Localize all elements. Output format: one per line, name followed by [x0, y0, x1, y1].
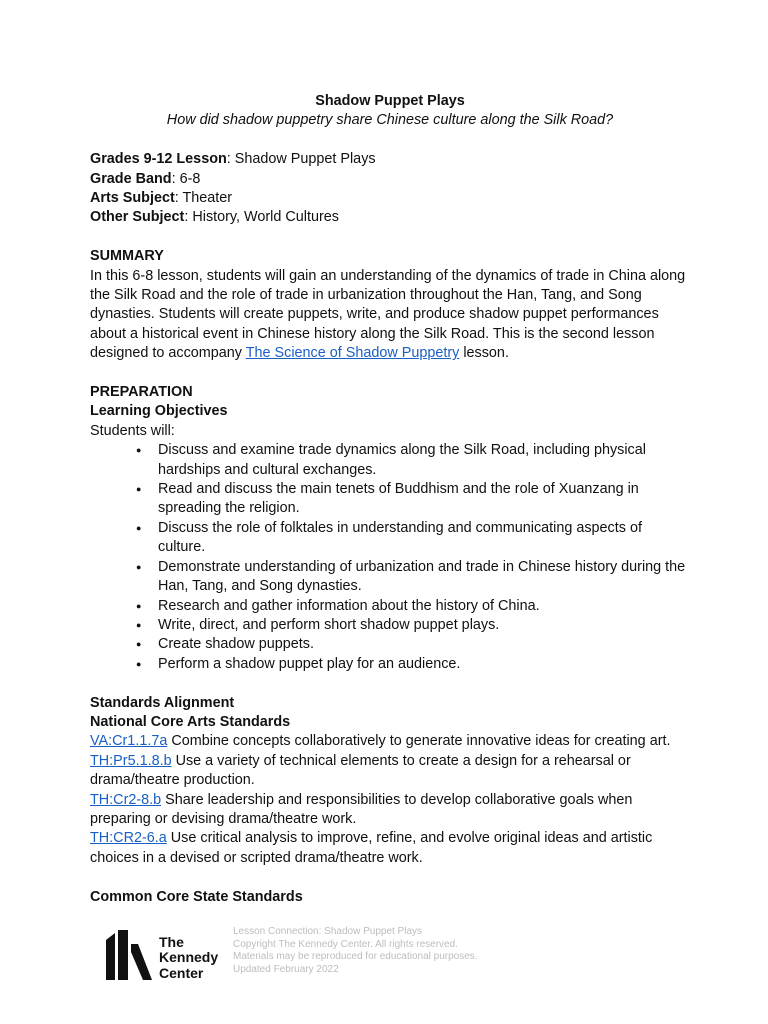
- standard-code-link[interactable]: VA:Cr1.1.7a: [90, 733, 168, 750]
- list-item: ● Research and gather information about the history of China.: [158, 597, 690, 616]
- footer-note: Copyright The Kennedy Center. All rights reserved.: [233, 938, 458, 950]
- common-core-heading: Common Core State Standards: [90, 888, 303, 905]
- standard-item: [90, 752, 690, 791]
- kennedy-center-logo-icon: [106, 930, 152, 980]
- standard-text: Use critical analysis to improve, refine, and evolve original ideas and artistic choices in a devised or scripted drama/theatre work.: [90, 830, 653, 866]
- meta-value: : Shadow Puppet Plays: [226, 151, 376, 168]
- page-title: Shadow Puppet Plays: [315, 93, 465, 109]
- meta-value: : Theater: [174, 190, 233, 207]
- meta-other-subject: [90, 208, 690, 227]
- standard-code-link[interactable]: TH:Pr5.1.8.b: [90, 752, 172, 769]
- meta-value: : History, World Cultures: [184, 209, 339, 226]
- standard-text: Combine concepts collaboratively to generate innovative ideas for creating art.: [167, 733, 671, 750]
- page-subtitle: How did shadow puppetry share Chinese culture along the Silk Road?: [166, 112, 614, 129]
- list-item: ● Discuss the role of folktales in understanding and communicating aspects of culture.: [158, 519, 690, 558]
- science-of-shadow-puppetry-link[interactable]: The Science of Shadow Puppetry: [245, 345, 460, 362]
- standard-text: Use a variety of technical elements to create a design for a rehearsal or drama/theatre production.: [90, 752, 631, 789]
- standard-code-link[interactable]: TH:Cr2-8.b: [90, 791, 162, 808]
- meta-value: : 6-8: [171, 170, 201, 187]
- logo-line: The: [159, 934, 184, 950]
- list-item: ● Create shadow puppets.: [158, 635, 690, 654]
- summary-text: In this 6-8 lesson, students will gain an understanding of the dynamics of trade in China along the Silk Road and the role of trade in urbanization throughout the Han, Tang, and Song dynasties. Students will create puppets, write, and produce shadow puppet performances about a historical event in Chinese history along the Silk Road. This is the second lesson designed to accompany: [90, 267, 686, 362]
- standard-code-link[interactable]: TH:CR2-6.a: [90, 830, 167, 847]
- page-footer: [106, 926, 586, 986]
- list-item: ● Demonstrate understanding of urbanization and trade in Chinese history during the Han, Tang, and Song dynasties.: [158, 558, 690, 597]
- footer-notes: [233, 926, 478, 976]
- standard-item: [90, 791, 690, 830]
- summary-heading: SUMMARY: [90, 248, 164, 265]
- meta-label: Arts Subject: [90, 190, 175, 207]
- logo-wordmark: [159, 935, 218, 981]
- standard-item: [90, 732, 690, 751]
- arts-standards-heading: National Core Arts Standards: [90, 713, 291, 730]
- summary-paragraph: [90, 267, 690, 364]
- meta-label: Grade Band: [90, 170, 172, 187]
- list-item: ● Discuss and examine trade dynamics along the Silk Road, including physical hardships and cultural exchanges.: [158, 441, 690, 480]
- footer-note: Updated February 2022: [233, 963, 339, 975]
- objectives-list: [90, 441, 690, 674]
- meta-grade-band: [90, 170, 690, 189]
- summary-text-end: lesson.: [459, 345, 509, 362]
- standard-text: Share leadership and responsibilities to develop collaborative goals when preparing or devising drama/theatre work.: [90, 791, 633, 827]
- meta-label: Other Subject: [90, 209, 185, 226]
- footer-note: Materials may be reproduced for educational purposes.: [233, 951, 478, 963]
- standard-item: [90, 829, 690, 868]
- list-item: ● Perform a shadow puppet play for an audience.: [158, 655, 690, 674]
- list-item: ● Read and discuss the main tenets of Buddhism and the role of Xuanzang in spreading the religion.: [158, 480, 690, 519]
- meta-arts-subject: [90, 189, 690, 208]
- meta-label: Grades 9-12 Lesson: [90, 151, 227, 168]
- document-body: [90, 92, 690, 907]
- logo-line: Center: [159, 964, 204, 981]
- standards-heading: Standards Alignment: [90, 694, 235, 711]
- footer-note: Lesson Connection: Shadow Puppet Plays: [233, 926, 423, 937]
- preparation-heading: PREPARATION: [90, 384, 193, 401]
- logo-line: Kennedy: [159, 949, 219, 966]
- meta-grades: [90, 150, 690, 169]
- learning-objectives-heading: Learning Objectives: [90, 403, 228, 420]
- objectives-intro: Students will:: [90, 422, 175, 439]
- list-item: ● Write, direct, and perform short shadow puppet plays.: [158, 616, 690, 635]
